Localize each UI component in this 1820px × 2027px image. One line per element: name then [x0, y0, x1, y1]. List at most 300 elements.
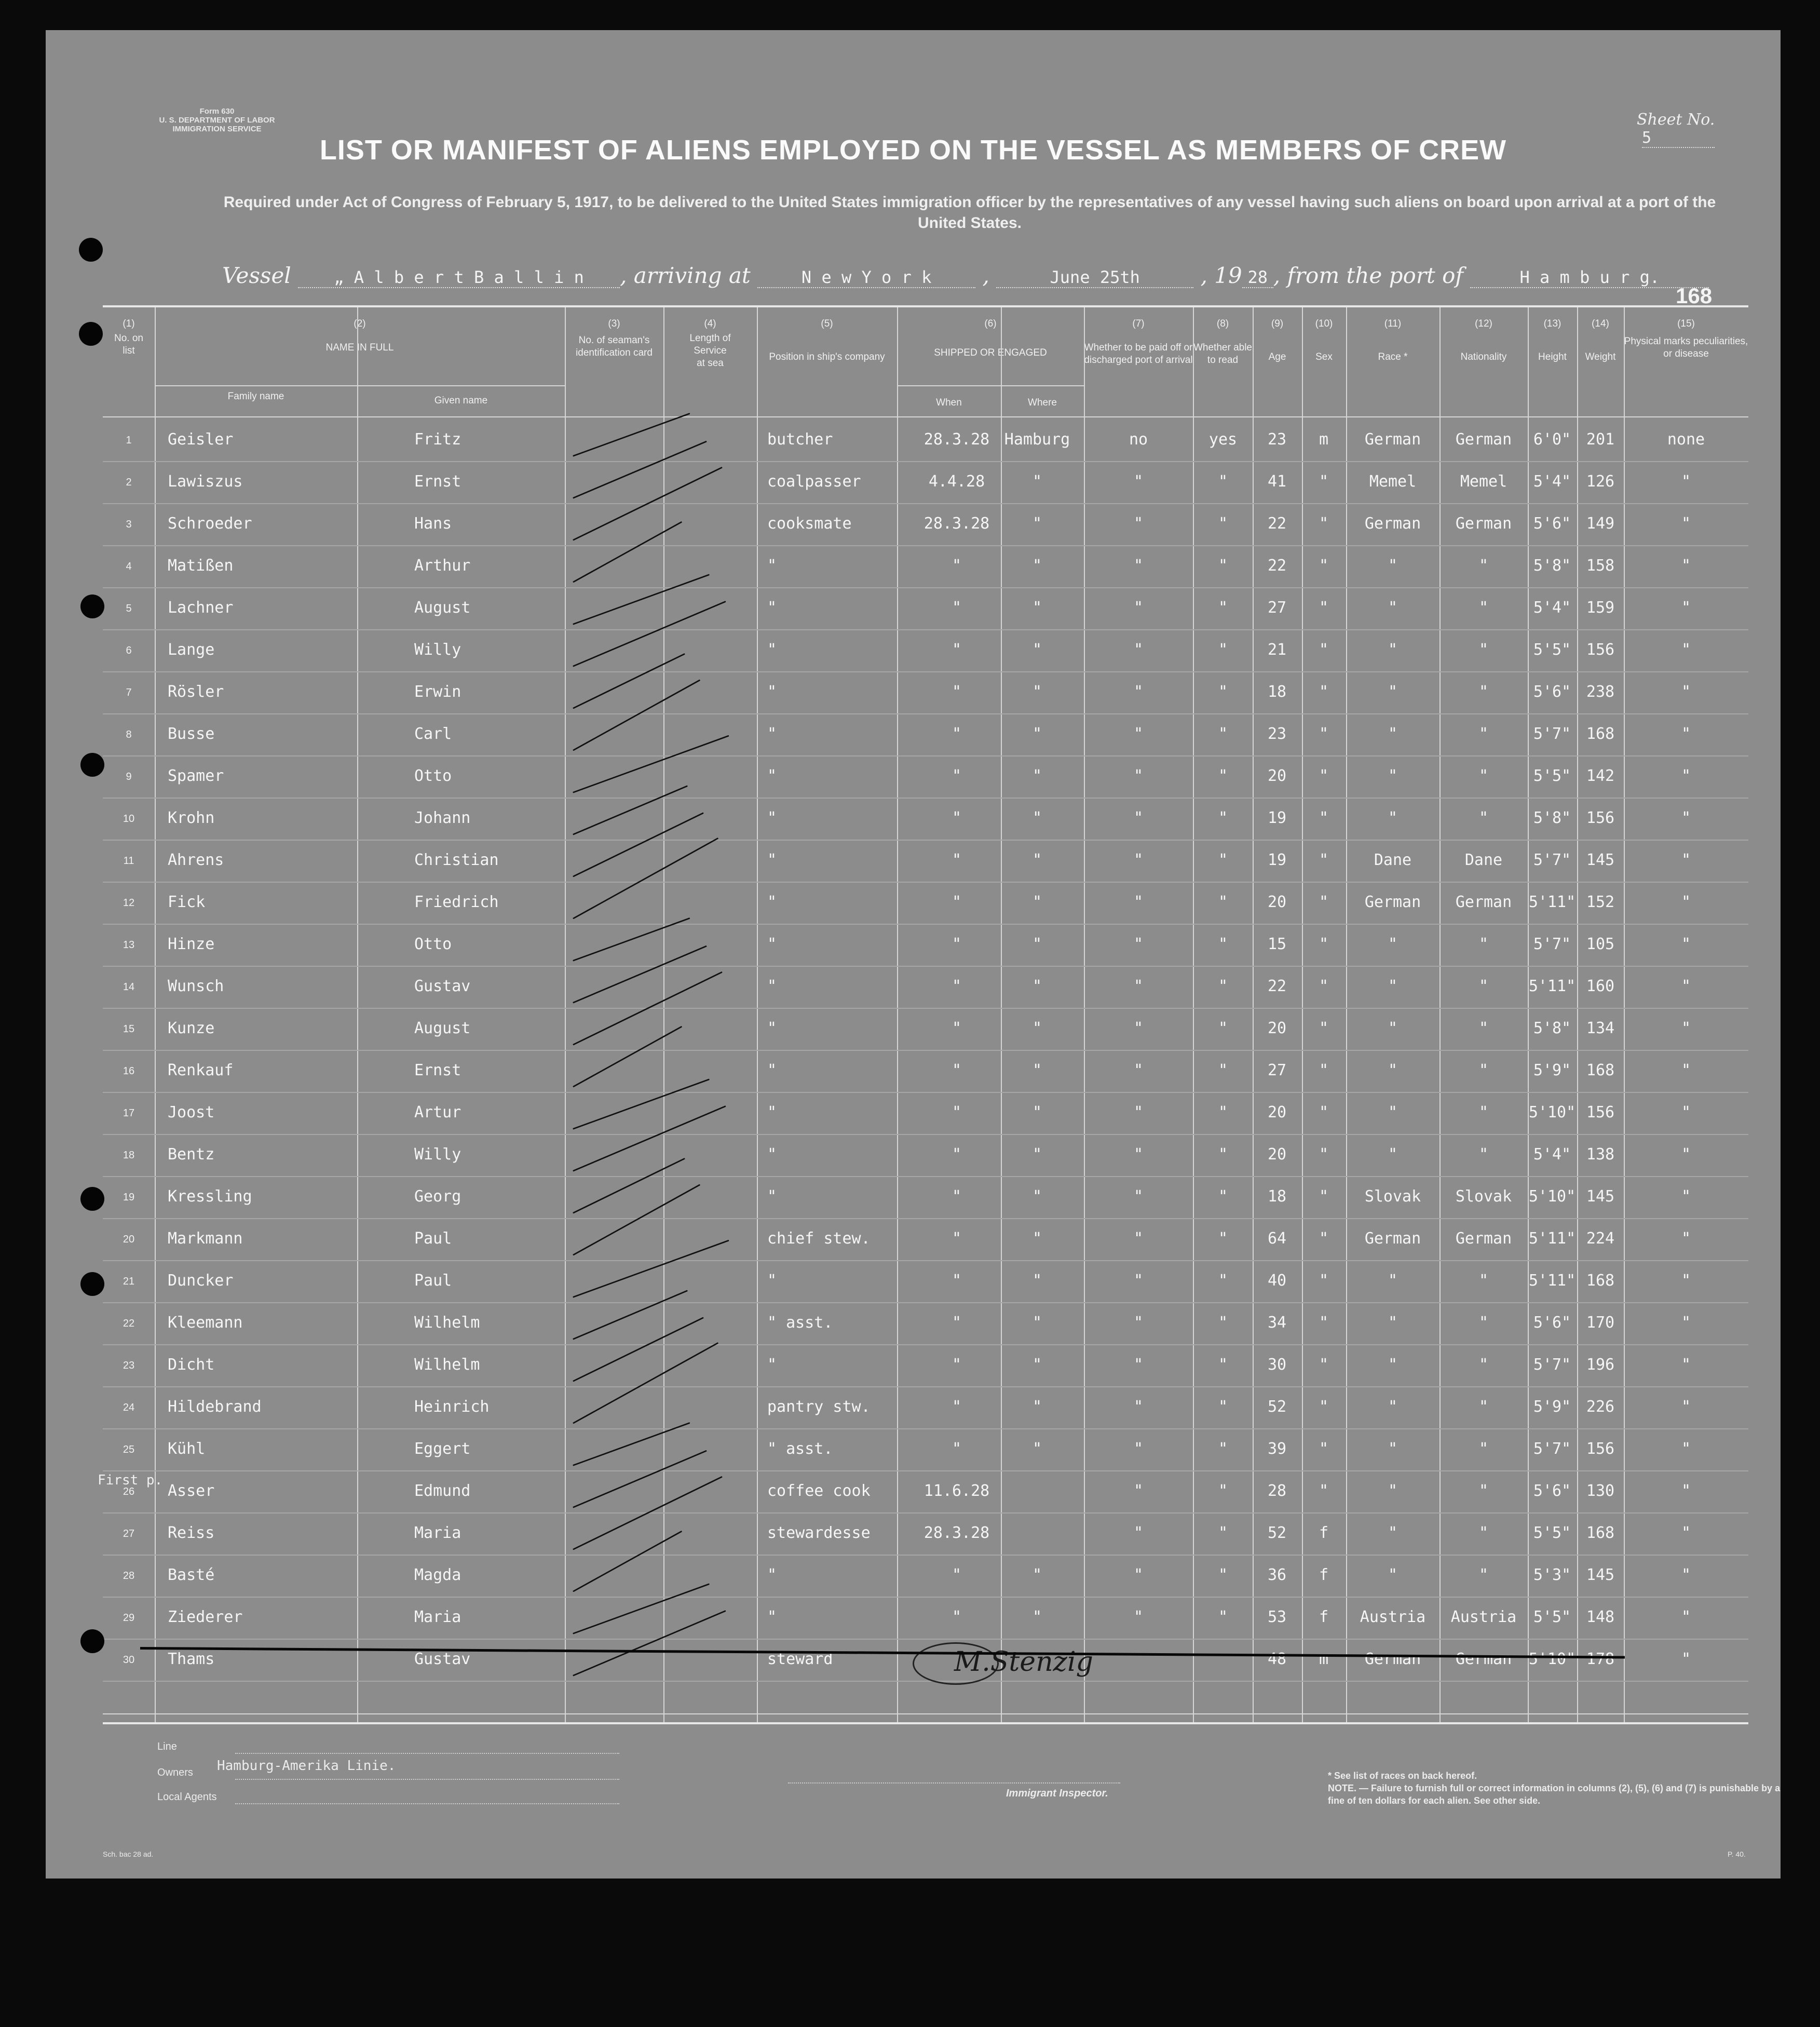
cell-height: 6'0": [1533, 430, 1571, 449]
cell-race: Memel: [1369, 472, 1417, 491]
cell-nationality: Dane: [1464, 851, 1503, 869]
cell-family-name: Thams: [168, 1650, 215, 1668]
cell-sex: ": [1319, 767, 1329, 785]
row-divider: [103, 1260, 1748, 1261]
row-number: 26: [123, 1486, 135, 1497]
cell-shipped-where: ": [1032, 1356, 1042, 1374]
cell-age: 40: [1267, 1272, 1287, 1290]
cell-given-name: Carl: [414, 725, 452, 743]
cell-physical-marks: ": [1681, 1187, 1691, 1206]
cell-family-name: Schroeder: [168, 515, 252, 533]
row-divider: [103, 503, 1748, 504]
cell-weight: 149: [1586, 515, 1615, 533]
cell-physical-marks: ": [1681, 1061, 1691, 1079]
arrival-date: June 25th: [996, 267, 1193, 288]
cell-weight: 156: [1586, 809, 1615, 827]
pen-stroke: [573, 1531, 682, 1592]
row-number: 3: [126, 519, 132, 530]
cell-family-name: Duncker: [168, 1272, 234, 1290]
cell-height: 5'5": [1533, 641, 1571, 659]
header-col10: (10) Sex: [1315, 318, 1333, 362]
cell-sex: ": [1319, 1440, 1329, 1458]
cell-paid-off: ": [1133, 1608, 1144, 1626]
header-col3: (3) No. of seaman's identification card: [576, 318, 653, 358]
cell-physical-marks: ": [1681, 977, 1691, 995]
cell-race: German: [1364, 1650, 1421, 1668]
cell-shipped-when: ": [952, 851, 962, 869]
cell-race: German: [1364, 430, 1421, 449]
cell-able-to-read: ": [1218, 1061, 1228, 1079]
cell-family-name: Renkauf: [168, 1061, 234, 1079]
cell-physical-marks: ": [1681, 472, 1691, 491]
cell-family-name: Spamer: [168, 767, 224, 785]
cell-nationality: ": [1478, 1314, 1489, 1332]
department-name: U. S. DEPARTMENT OF LABOR: [159, 116, 275, 125]
cell-shipped-where: ": [1032, 1187, 1042, 1206]
cell-family-name: Geisler: [168, 430, 234, 449]
row-divider: [103, 798, 1748, 799]
cell-weight: 226: [1586, 1398, 1615, 1416]
cell-height: 5'6": [1533, 1482, 1571, 1500]
cell-paid-off: ": [1133, 725, 1144, 743]
owners-value: Hamburg-Amerika Linie.: [217, 1758, 396, 1774]
cell-nationality: ": [1478, 1566, 1489, 1584]
cell-given-name: Erwin: [414, 683, 461, 701]
row-number: 22: [123, 1318, 135, 1329]
pen-stroke: [573, 679, 700, 751]
cell-sex: ": [1319, 1145, 1329, 1164]
pen-stroke: [573, 1342, 718, 1424]
cell-shipped-where: ": [1032, 599, 1042, 617]
cell-sex: ": [1319, 977, 1329, 995]
cell-position: " asst.: [767, 1314, 833, 1332]
cell-weight: 130: [1586, 1482, 1615, 1500]
cell-able-to-read: ": [1218, 472, 1228, 491]
cell-physical-marks: ": [1681, 725, 1691, 743]
cell-sex: ": [1319, 515, 1329, 533]
cell-able-to-read: ": [1218, 683, 1228, 701]
header-col13: (13) Height: [1538, 318, 1567, 362]
cell-shipped-when: ": [952, 1187, 962, 1206]
local-agents-field: [235, 1803, 619, 1804]
cell-nationality: ": [1478, 977, 1489, 995]
cell-shipped-where: ": [1032, 1566, 1042, 1584]
cell-able-to-read: ": [1218, 1272, 1228, 1290]
cell-weight: 145: [1586, 1566, 1615, 1584]
cell-position: ": [767, 767, 777, 785]
cell-age: 27: [1267, 1061, 1287, 1079]
row-number: 29: [123, 1612, 135, 1624]
manifest-sheet: [46, 30, 1781, 1879]
row-divider: [103, 545, 1748, 546]
cell-height: 5'5": [1533, 1524, 1571, 1542]
cell-sex: ": [1319, 683, 1329, 701]
row-divider: [103, 840, 1748, 841]
cell-position: ": [767, 1019, 777, 1037]
cell-height: 5'6": [1533, 683, 1571, 701]
cell-able-to-read: ": [1218, 1103, 1228, 1121]
row-divider: [103, 461, 1748, 462]
cell-able-to-read: ": [1218, 1566, 1228, 1584]
cell-sex: ": [1319, 599, 1329, 617]
cell-given-name: Otto: [414, 935, 452, 953]
cell-age: 19: [1267, 809, 1287, 827]
cell-family-name: Dicht: [168, 1356, 215, 1374]
cell-physical-marks: ": [1681, 1608, 1691, 1626]
cell-age: 20: [1267, 1103, 1287, 1121]
year-suffix: 28: [1242, 267, 1273, 288]
cell-given-name: Ernst: [414, 1061, 461, 1079]
cell-nationality: ": [1478, 1524, 1489, 1542]
schedule-code: Sch. bac 28 ad.: [103, 1850, 154, 1858]
cell-paid-off: ": [1133, 767, 1144, 785]
cell-family-name: Fick: [168, 893, 206, 911]
cell-race: ": [1388, 767, 1398, 785]
row-divider: [103, 1428, 1748, 1429]
row-divider: [103, 1470, 1748, 1471]
cell-weight: 156: [1586, 1103, 1615, 1121]
cell-sex: ": [1319, 935, 1329, 953]
row-number: 9: [126, 771, 132, 782]
cell-position: pantry stw.: [767, 1398, 871, 1416]
cell-physical-marks: ": [1681, 1019, 1691, 1037]
cell-sex: ": [1319, 1482, 1329, 1500]
cell-age: 64: [1267, 1229, 1287, 1248]
cell-physical-marks: ": [1681, 599, 1691, 617]
cell-shipped-when: ": [952, 1019, 962, 1037]
penalty-note: NOTE. — Failure to furnish full or correct information in columns (2), (5), (6) and (7) is punishable by a fine of ten dollars for each alien. See other side.: [1328, 1783, 1781, 1806]
cell-physical-marks: ": [1681, 1145, 1691, 1164]
page-number: 168: [1676, 283, 1713, 308]
cell-shipped-when: ": [952, 1440, 962, 1458]
cell-given-name: Fritz: [414, 430, 461, 449]
cell-race: Slovak: [1364, 1187, 1421, 1206]
cell-given-name: Heinrich: [414, 1398, 490, 1416]
cell-weight: 168: [1586, 725, 1615, 743]
cell-able-to-read: ": [1218, 1229, 1228, 1248]
cell-able-to-read: ": [1218, 1019, 1228, 1037]
cell-sex: m: [1319, 1650, 1329, 1668]
cell-race: ": [1388, 1061, 1398, 1079]
cell-age: 52: [1267, 1524, 1287, 1542]
header-when: When: [936, 397, 962, 408]
cell-nationality: Memel: [1460, 472, 1507, 491]
cell-nationality: ": [1478, 809, 1489, 827]
cell-race: ": [1388, 1356, 1398, 1374]
cell-given-name: Paul: [414, 1272, 452, 1290]
pen-stroke: [573, 812, 704, 877]
cell-able-to-read: ": [1218, 599, 1228, 617]
cell-shipped-when: ": [952, 1356, 962, 1374]
cell-weight: 134: [1586, 1019, 1615, 1037]
cell-given-name: August: [414, 1019, 471, 1037]
cell-family-name: Markmann: [168, 1229, 243, 1248]
form-number: Form 630: [199, 107, 235, 116]
cell-family-name: Joost: [168, 1103, 215, 1121]
cell-race: ": [1388, 1398, 1398, 1416]
cell-physical-marks: ": [1681, 1482, 1691, 1500]
row-divider: [103, 713, 1748, 714]
row-number: 15: [123, 1023, 135, 1035]
punch-hole: [80, 1272, 104, 1296]
cell-position: ": [767, 977, 777, 995]
cell-height: 5'9": [1533, 1061, 1571, 1079]
pen-stroke: [573, 1105, 726, 1172]
cell-shipped-where: ": [1032, 683, 1042, 701]
cell-nationality: ": [1478, 1356, 1489, 1374]
cell-given-name: Gustav: [414, 1650, 471, 1668]
cell-position: " asst.: [767, 1440, 833, 1458]
cell-paid-off: ": [1133, 977, 1144, 995]
cell-age: 53: [1267, 1608, 1287, 1626]
cell-paid-off: ": [1133, 1356, 1144, 1374]
header-col14: (14) Weight: [1585, 318, 1616, 362]
cell-shipped-when: 4.4.28: [928, 472, 985, 491]
cell-shipped-when: ": [952, 1398, 962, 1416]
header-col11: (11) Race *: [1378, 318, 1408, 362]
cell-shipped-when: ": [952, 557, 962, 575]
cell-family-name: Lachner: [168, 599, 234, 617]
cell-shipped-when: 28.3.28: [923, 430, 990, 449]
cell-age: 21: [1267, 641, 1287, 659]
cell-age: 22: [1267, 557, 1287, 575]
pen-stroke: [573, 653, 685, 709]
cell-physical-marks: ": [1681, 1440, 1691, 1458]
cell-paid-off: ": [1133, 809, 1144, 827]
sheet-number-label: Sheet No.: [1637, 111, 1715, 129]
cell-nationality: ": [1478, 683, 1489, 701]
row-number: 27: [123, 1528, 135, 1539]
cell-sex: ": [1319, 1229, 1329, 1248]
cell-nationality: ": [1478, 1061, 1489, 1079]
column-divider: [1439, 307, 1441, 1722]
cell-position: ": [767, 1061, 777, 1079]
header-col6: (6) SHIPPED OR ENGAGED: [934, 318, 1047, 358]
arrival-port: N e w Y o r k: [757, 267, 975, 288]
cell-able-to-read: ": [1218, 809, 1228, 827]
cell-family-name: Wunsch: [168, 977, 224, 995]
table-bottom-line: [103, 1713, 1748, 1714]
cell-given-name: Christian: [414, 851, 499, 869]
cell-age: 27: [1267, 599, 1287, 617]
inspector-label: Immigrant Inspector.: [1006, 1788, 1108, 1799]
cell-able-to-read: ": [1218, 1608, 1228, 1626]
cell-shipped-where: ": [1032, 1103, 1042, 1121]
punch-hole: [79, 322, 103, 346]
cell-shipped-when: 28.3.28: [923, 1524, 990, 1542]
cell-given-name: Artur: [414, 1103, 461, 1121]
cell-shipped-where: ": [1032, 1272, 1042, 1290]
cell-age: 19: [1267, 851, 1287, 869]
cell-race: ": [1388, 977, 1398, 995]
header-divider-shipped: [897, 385, 1084, 386]
cell-age: 20: [1267, 1145, 1287, 1164]
cell-shipped-where: ": [1032, 1061, 1042, 1079]
row-divider: [103, 1512, 1748, 1514]
cell-paid-off: ": [1133, 1566, 1144, 1584]
cell-height: 5'4": [1533, 1145, 1571, 1164]
header-col2: (2) NAME IN FULL: [325, 318, 394, 353]
header-where: Where: [1028, 397, 1057, 408]
cell-weight: 168: [1586, 1061, 1615, 1079]
row-number: 21: [123, 1276, 135, 1287]
cell-age: 52: [1267, 1398, 1287, 1416]
cell-paid-off: ": [1133, 1524, 1144, 1542]
punch-hole: [80, 753, 104, 777]
cell-position: ": [767, 599, 777, 617]
cell-race: German: [1364, 1229, 1421, 1248]
cell-shipped-where: ": [1032, 809, 1042, 827]
cell-paid-off: ": [1133, 1398, 1144, 1416]
cell-sex: ": [1319, 809, 1329, 827]
cell-nationality: ": [1478, 1019, 1489, 1037]
cell-physical-marks: ": [1681, 1356, 1691, 1374]
cell-height: 5'5": [1533, 767, 1571, 785]
cell-shipped-where: ": [1032, 1398, 1042, 1416]
pen-stroke: [573, 1317, 704, 1382]
cell-age: 23: [1267, 430, 1287, 449]
punch-hole: [80, 1187, 104, 1211]
service-name: IMMIGRATION SERVICE: [172, 125, 262, 133]
cell-race: ": [1388, 557, 1398, 575]
cell-race: ": [1388, 1440, 1398, 1458]
cell-position: cooksmate: [767, 515, 852, 533]
row-number: 20: [123, 1234, 135, 1245]
cell-weight: 201: [1586, 430, 1615, 449]
cell-physical-marks: ": [1681, 1272, 1691, 1290]
row-number: 30: [123, 1654, 135, 1666]
row-divider: [103, 1386, 1748, 1387]
cell-age: 30: [1267, 1356, 1287, 1374]
cell-weight: 238: [1586, 683, 1615, 701]
cell-weight: 105: [1586, 935, 1615, 953]
cell-weight: 145: [1586, 1187, 1615, 1206]
cell-family-name: Kressling: [168, 1187, 252, 1206]
cell-race: ": [1388, 1314, 1398, 1332]
column-divider: [897, 307, 898, 1722]
cell-shipped-where: ": [1032, 977, 1042, 995]
cell-able-to-read: ": [1218, 1314, 1228, 1332]
header-col12: (12) Nationality: [1460, 318, 1507, 362]
cell-nationality: ": [1478, 767, 1489, 785]
cell-sex: ": [1319, 1103, 1329, 1121]
header-given-name: Given name: [434, 395, 488, 406]
cell-weight: 158: [1586, 557, 1615, 575]
cell-paid-off: ": [1133, 599, 1144, 617]
cell-able-to-read: ": [1218, 515, 1228, 533]
line-field: [235, 1753, 619, 1754]
cell-sex: ": [1319, 1314, 1329, 1332]
cell-sex: ": [1319, 725, 1329, 743]
pen-stroke: [573, 1240, 729, 1298]
row-divider: [103, 1302, 1748, 1303]
cell-family-name: Ziederer: [168, 1608, 243, 1626]
cell-weight: 196: [1586, 1356, 1615, 1374]
footer-note: [1328, 1769, 1785, 1807]
cell-shipped-where: ": [1032, 725, 1042, 743]
cell-nationality: ": [1478, 1103, 1489, 1121]
cell-weight: 156: [1586, 641, 1615, 659]
cell-given-name: Edmund: [414, 1482, 471, 1500]
cell-family-name: Reiss: [168, 1524, 215, 1542]
line-label: Line: [157, 1741, 177, 1752]
cell-race: ": [1388, 1019, 1398, 1037]
row-divider: [103, 1597, 1748, 1598]
cell-shipped-where: ": [1032, 893, 1042, 911]
inspector-signature: [913, 1642, 1141, 1684]
cell-family-name: Matißen: [168, 557, 234, 575]
row-number: 25: [123, 1444, 135, 1455]
cell-able-to-read: ": [1218, 935, 1228, 953]
cell-height: 5'7": [1533, 1440, 1571, 1458]
cell-shipped-where: ": [1032, 767, 1042, 785]
cell-physical-marks: ": [1681, 809, 1691, 827]
row-number: 19: [123, 1192, 135, 1203]
vessel-line: Vessel „ A l b e r t B a l l i n , arriving at N e w Y o r k , June 25th , 19 28 , from the port of H a m b u r g.: [222, 263, 1709, 288]
cell-height: 5'10": [1528, 1103, 1576, 1121]
cell-able-to-read: ": [1218, 1145, 1228, 1164]
row-number: 5: [126, 603, 132, 614]
header-col8: (8) Whether able to read: [1193, 318, 1252, 366]
pen-stroke: [573, 1184, 700, 1255]
cell-age: 20: [1267, 767, 1287, 785]
cell-shipped-where: ": [1032, 557, 1042, 575]
cell-family-name: Lange: [168, 641, 215, 659]
cell-paid-off: ": [1133, 683, 1144, 701]
cell-shipped-where: ": [1032, 1145, 1042, 1164]
cell-family-name: Ahrens: [168, 851, 224, 869]
cell-paid-off: ": [1133, 1103, 1144, 1121]
row-divider: [103, 587, 1748, 588]
row-divider: [103, 1344, 1748, 1345]
cell-age: 39: [1267, 1440, 1287, 1458]
cell-height: 5'7": [1533, 851, 1571, 869]
cell-physical-marks: ": [1681, 935, 1691, 953]
cell-weight: 152: [1586, 893, 1615, 911]
cell-shipped-when: 28.3.28: [923, 515, 990, 533]
cell-race: Austria: [1360, 1608, 1426, 1626]
cell-physical-marks: ": [1681, 1103, 1691, 1121]
cell-physical-marks: ": [1681, 893, 1691, 911]
row-divider: [103, 1134, 1748, 1135]
cell-race: German: [1364, 515, 1421, 533]
form-code: P. 40.: [1728, 1850, 1746, 1858]
row-number: 17: [123, 1107, 135, 1119]
cell-nationality: ": [1478, 935, 1489, 953]
cell-paid-off: ": [1133, 641, 1144, 659]
cell-paid-off: ": [1133, 1272, 1144, 1290]
cell-sex: ": [1319, 851, 1329, 869]
pen-stroke: [573, 1610, 726, 1677]
row-divider: [103, 1218, 1748, 1219]
cell-position: ": [767, 1272, 777, 1290]
cell-race: ": [1388, 935, 1398, 953]
cell-physical-marks: ": [1681, 1566, 1691, 1584]
cell-weight: 224: [1586, 1229, 1615, 1248]
cell-nationality: ": [1478, 1398, 1489, 1416]
cell-position: ": [767, 1566, 777, 1584]
row-number: 7: [126, 687, 132, 698]
cell-paid-off: ": [1133, 515, 1144, 533]
cell-shipped-where: ": [1032, 1229, 1042, 1248]
cell-sex: ": [1319, 472, 1329, 491]
row-number: 16: [123, 1065, 135, 1077]
cell-sex: f: [1319, 1608, 1329, 1626]
cell-position: ": [767, 935, 777, 953]
cell-sex: ": [1319, 557, 1329, 575]
cell-paid-off: ": [1133, 472, 1144, 491]
row-divider: [103, 755, 1748, 756]
